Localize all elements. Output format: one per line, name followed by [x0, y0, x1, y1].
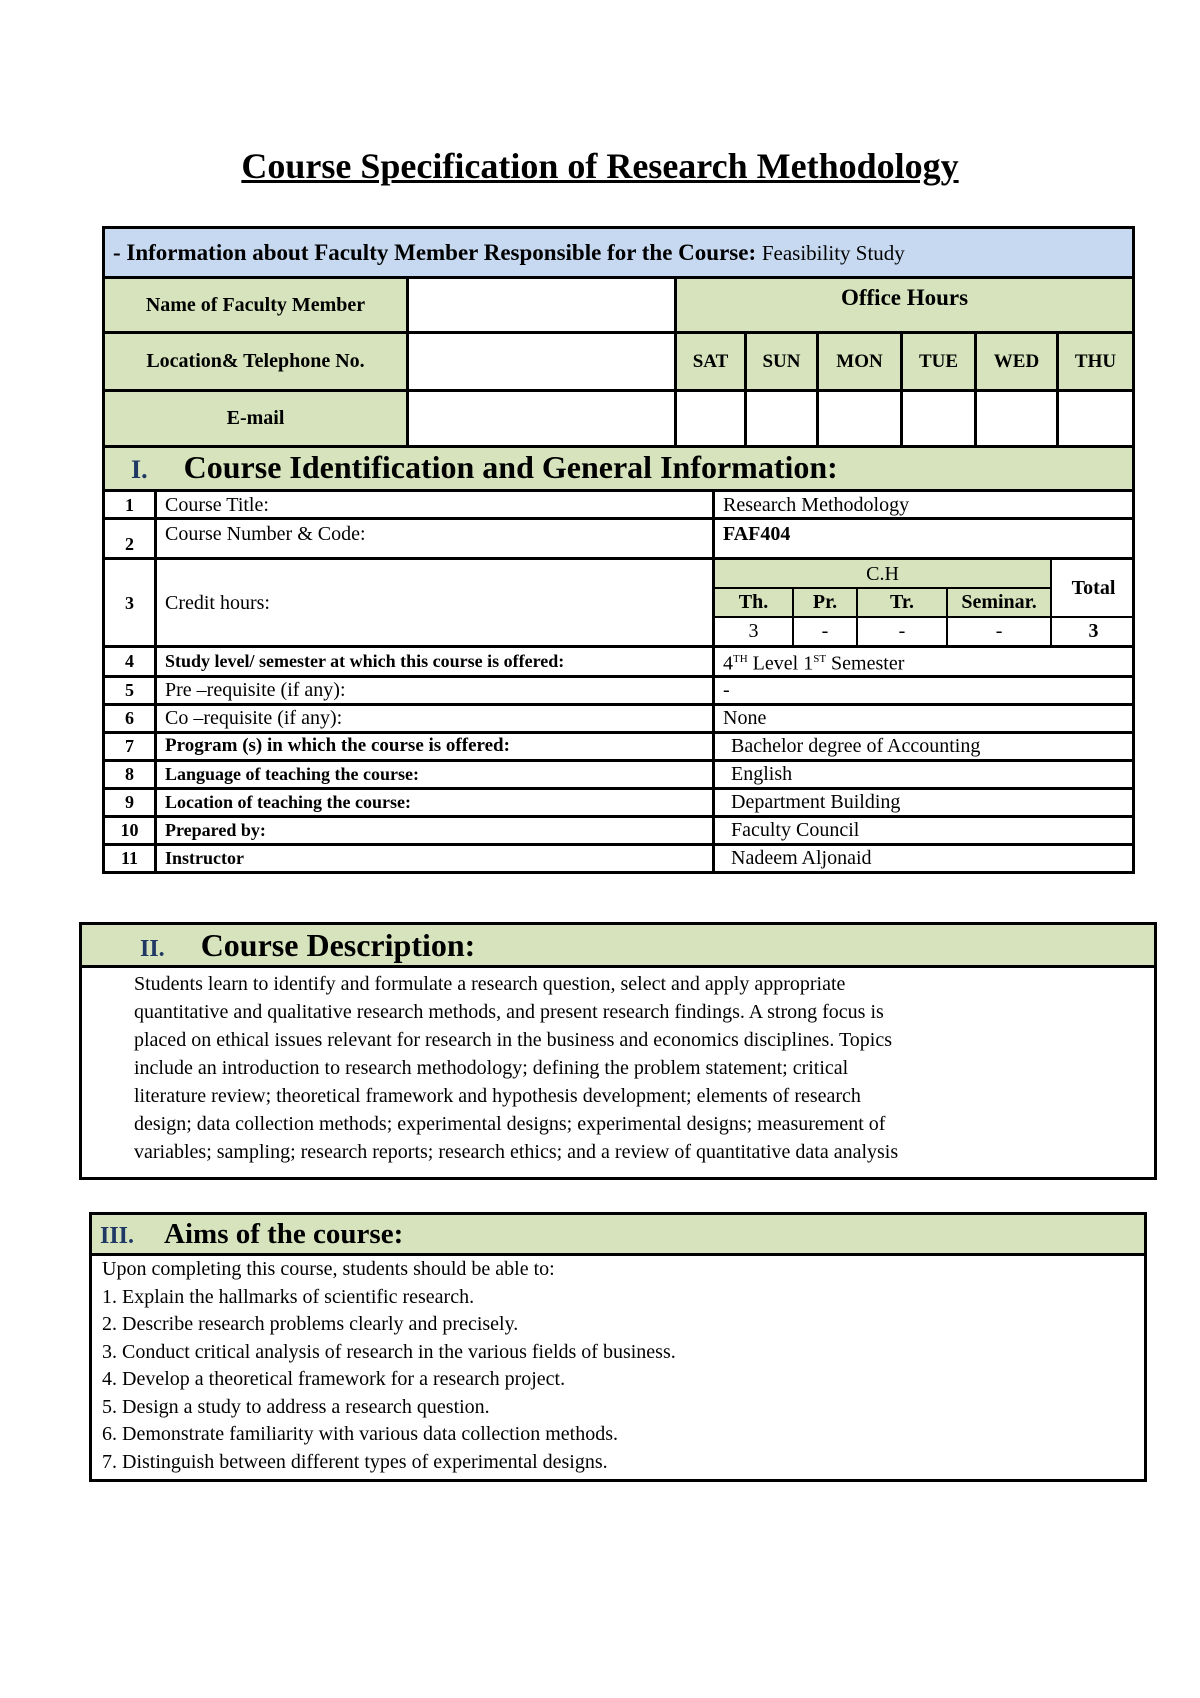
course-code-value: FAF404 — [714, 519, 1134, 559]
aims-intro: Upon completing this course, students should be able to: — [102, 1258, 555, 1280]
hours-sat — [676, 391, 746, 447]
study-level-label: Study level/ semester at which this course is offered: — [156, 647, 714, 677]
description-line: literature review; theoretical framework and hypothesis development; elements of research — [134, 1085, 861, 1107]
day-thu: THU — [1058, 333, 1134, 391]
faculty-header-course: Feasibility Study — [761, 240, 905, 265]
section3-heading — [92, 1215, 1144, 1256]
row-number: 6 — [104, 704, 156, 732]
aim-item: 1. Explain the hallmarks of scientific research. — [102, 1285, 475, 1308]
day-mon: MON — [818, 333, 902, 391]
hours-mon — [818, 391, 902, 447]
section3-title: Aims of the course: — [164, 1218, 404, 1250]
description-line: quantitative and qualitative research methods, and present research findings. A strong focus is — [134, 1001, 884, 1023]
instructor-label: Instructor — [156, 844, 714, 872]
pr-label: Pr. — [793, 588, 857, 616]
instructor-value: Nadeem Aljonaid — [714, 844, 1134, 872]
study-level-sup-b: ST — [813, 653, 827, 665]
total-value: 3 — [1051, 617, 1135, 645]
description-line: variables; sampling; research reports; research ethics; and a review of quantitative data analysis — [134, 1141, 899, 1163]
seminar-value: - — [947, 617, 1051, 645]
row-number: 9 — [104, 788, 156, 816]
corequisite-value: None — [714, 704, 1134, 732]
row-number: 10 — [104, 816, 156, 844]
row-number: 1 — [104, 491, 156, 519]
aim-item: 4. Develop a theoretical framework for a research project. — [102, 1368, 566, 1390]
email-label: E-mail — [104, 391, 408, 447]
program-label: Program (s) in which the course is offered: — [156, 732, 714, 760]
hours-sun — [746, 391, 818, 447]
day-wed: WED — [976, 333, 1058, 391]
location-value — [408, 333, 676, 391]
seminar-label: Seminar. — [947, 588, 1051, 616]
description-line: design; data collection methods; experimental designs; experimental designs; measurement of — [134, 1113, 886, 1135]
row-number: 8 — [104, 760, 156, 788]
ch-label: C.H — [715, 560, 1051, 588]
page-title: Course Specification of Research Methodology — [241, 146, 959, 186]
row-number: 5 — [104, 676, 156, 704]
row-number: 4 — [104, 647, 156, 677]
section2-title: Course Description: — [200, 927, 476, 963]
section2-numeral: II. — [140, 936, 165, 962]
course-identification-table — [102, 445, 1135, 874]
aim-item: 6. Demonstrate familiarity with various data collection methods. — [102, 1423, 618, 1445]
day-sun: SUN — [746, 333, 818, 391]
name-value — [408, 278, 676, 333]
prerequisite-label: Pre –requisite (if any): — [156, 676, 714, 704]
location-teaching-value: Department Building — [714, 788, 1134, 816]
location-label: Location& Telephone No. — [104, 333, 408, 391]
credit-hours-cell — [714, 559, 1134, 647]
study-level-c: Semester — [826, 652, 905, 675]
aim-item: 2. Describe research problems clearly and precisely. — [102, 1313, 519, 1335]
row-number: 7 — [104, 732, 156, 760]
row-number: 11 — [104, 844, 156, 872]
course-description-section — [79, 922, 1157, 1180]
study-level-a: 4 — [723, 652, 733, 675]
total-label: Total — [1051, 560, 1135, 617]
course-title-value: Research Methodology — [714, 491, 1134, 519]
prerequisite-value: - — [714, 676, 1134, 704]
study-level-sup-a: TH — [733, 653, 748, 665]
prepared-by-value: Faculty Council — [714, 816, 1134, 844]
faculty-header-bold: - Information about Faculty Member Responsible for the Course: — [113, 239, 757, 265]
row-number: 2 — [104, 519, 156, 559]
program-value: Bachelor degree of Accounting — [714, 732, 1134, 760]
aim-item: 7. Distinguish between different types of experimental designs. — [102, 1450, 608, 1473]
language-value: English — [714, 760, 1134, 788]
description-line: placed on ethical issues relevant for research in the business and economics disciplines. Topics — [134, 1029, 893, 1051]
day-sat: SAT — [676, 333, 746, 391]
description-line: include an introduction to research methodology; defining the problem statement; critical — [134, 1057, 849, 1079]
course-title-label: Course Title: — [156, 491, 714, 519]
section2-heading — [82, 925, 1154, 968]
location-teaching-label: Location of teaching the course: — [156, 788, 714, 816]
tr-label: Tr. — [857, 588, 947, 616]
credit-hours-label: Credit hours: — [156, 559, 714, 647]
language-label: Language of teaching the course: — [156, 760, 714, 788]
corequisite-label: Co –requisite (if any): — [156, 704, 714, 732]
description-line: Students learn to identify and formulate a research question, select and apply appropriate — [134, 973, 846, 995]
aims-section — [89, 1212, 1147, 1482]
aims-list — [92, 1256, 1144, 1478]
study-level-b: Level 1 — [747, 652, 814, 675]
section1-title: Course Identification and General Information: — [183, 449, 838, 485]
day-tue: TUE — [902, 333, 976, 391]
hours-thu — [1058, 391, 1134, 447]
aim-item: 5. Design a study to address a research question. — [102, 1395, 490, 1418]
hours-wed — [976, 391, 1058, 447]
aim-item: 3. Conduct critical analysis of research in the various fields of business. — [102, 1340, 676, 1363]
th-label: Th. — [715, 588, 793, 616]
email-value — [408, 391, 676, 447]
hours-tue — [902, 391, 976, 447]
section1-numeral: I. — [131, 455, 148, 484]
section1-heading — [104, 447, 1134, 491]
course-code-label: Course Number & Code: — [156, 519, 714, 559]
office-hours-label: Office Hours — [676, 278, 1134, 333]
name-label: Name of Faculty Member — [104, 278, 408, 333]
row-number: 3 — [104, 559, 156, 647]
prepared-by-label: Prepared by: — [156, 816, 714, 844]
pr-value: - — [793, 617, 857, 645]
credit-hours-table — [715, 560, 1135, 645]
section3-numeral: III. — [100, 1223, 135, 1249]
course-description-text — [82, 968, 1154, 1172]
faculty-info-table — [102, 226, 1135, 448]
study-level-value — [714, 647, 1134, 677]
faculty-header — [104, 228, 1134, 278]
tr-value: - — [857, 617, 947, 645]
th-value: 3 — [715, 617, 793, 645]
